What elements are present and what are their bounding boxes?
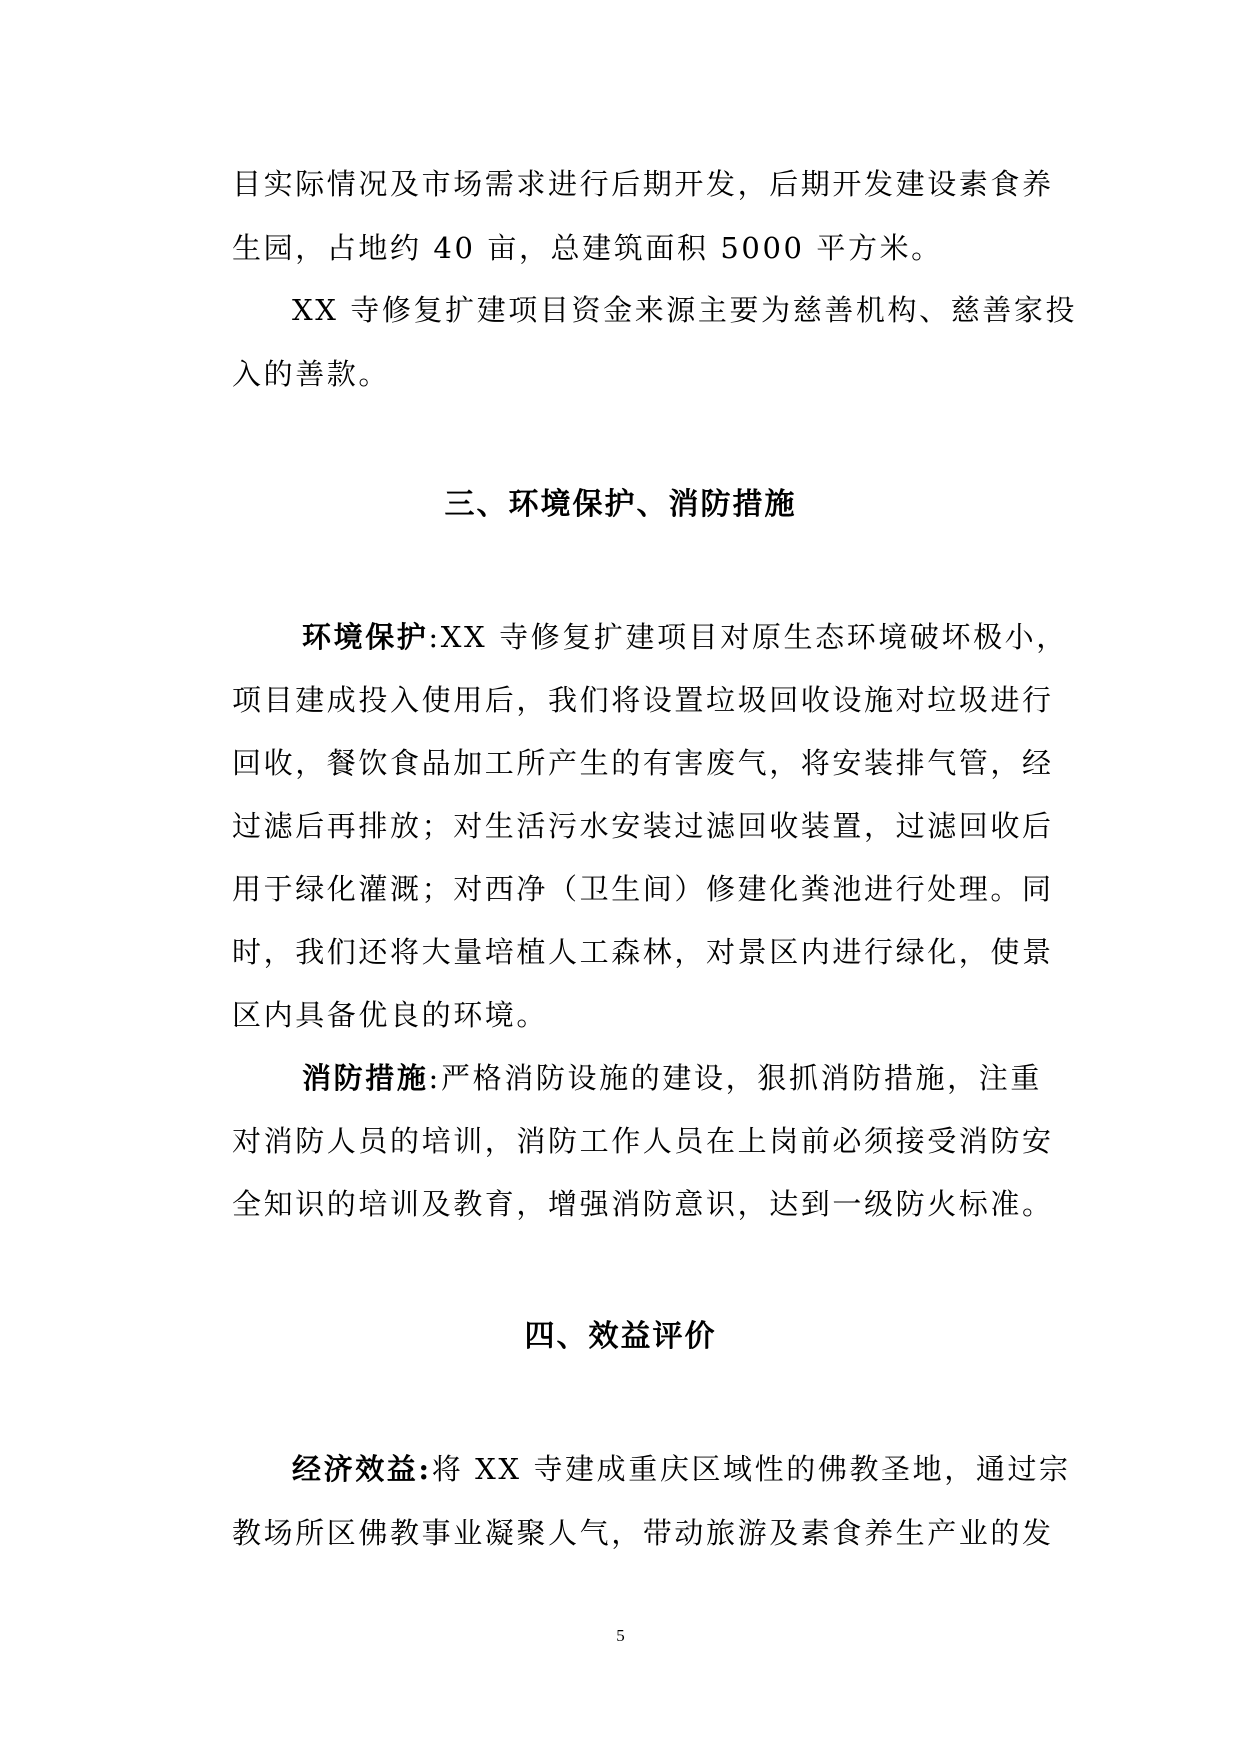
body-text-line: 入的善款。 bbox=[232, 357, 391, 391]
env-protection-first-line bbox=[302, 617, 1068, 657]
body-text-line: 过滤后再排放；对生活污水安装过滤回收装置，过滤回收后 bbox=[232, 809, 1054, 843]
economic-benefit-text: 将 XX 寺建成重庆区域性的佛教圣地，通过宗 bbox=[431, 1452, 1071, 1486]
body-text-line: XX 寺修复扩建项目资金来源主要为慈善机构、慈善家投 bbox=[292, 293, 1078, 327]
body-text-line: 生园，占地约 40 亩，总建筑面积 5000 平方米。 bbox=[232, 231, 943, 265]
section-heading: 四、效益评价 bbox=[524, 1319, 717, 1354]
env-protection-label: 环境保护 bbox=[302, 620, 429, 654]
body-text-line: 目实际情况及市场需求进行后期开发，后期开发建设素食养 bbox=[232, 167, 1054, 201]
body-text-line: 项目建成投入使用后，我们将设置垃圾回收设施对垃圾进行 bbox=[232, 683, 1054, 717]
env-protection-text: :XX 寺修复扩建项目对原生态环境破坏极小， bbox=[428, 620, 1068, 654]
fire-protection-first-line bbox=[302, 1058, 1042, 1098]
fire-protection-label: 消防措施 bbox=[302, 1061, 429, 1095]
body-text-line: 区内具备优良的环境。 bbox=[232, 998, 549, 1032]
body-text-line: 全知识的培训及教育，增强消防意识，达到一级防火标准。 bbox=[232, 1187, 1054, 1221]
body-text-line: 教场所区佛教事业凝聚人气，带动旅游及素食养生产业的发 bbox=[232, 1516, 1054, 1550]
body-text-line: 时，我们还将大量培植人工森林，对景区内进行绿化，使景 bbox=[232, 935, 1054, 969]
body-text-line: 用于绿化灌溉；对西净（卫生间）修建化粪池进行处理。同 bbox=[232, 872, 1054, 906]
economic-benefit-first-line bbox=[292, 1449, 1071, 1489]
fire-protection-text: :严格消防设施的建设，狠抓消防措施，注重 bbox=[428, 1061, 1042, 1095]
body-text-line: 对消防人员的培训，消防工作人员在上岗前必须接受消防安 bbox=[232, 1124, 1054, 1158]
economic-benefit-label: 经济效益: bbox=[292, 1452, 432, 1486]
page-number: 5 bbox=[616, 1626, 625, 1645]
body-text-line: 回收，餐饮食品加工所产生的有害废气，将安装排气管，经 bbox=[232, 746, 1054, 780]
section-heading: 三、环境保护、消防措施 bbox=[444, 487, 797, 522]
